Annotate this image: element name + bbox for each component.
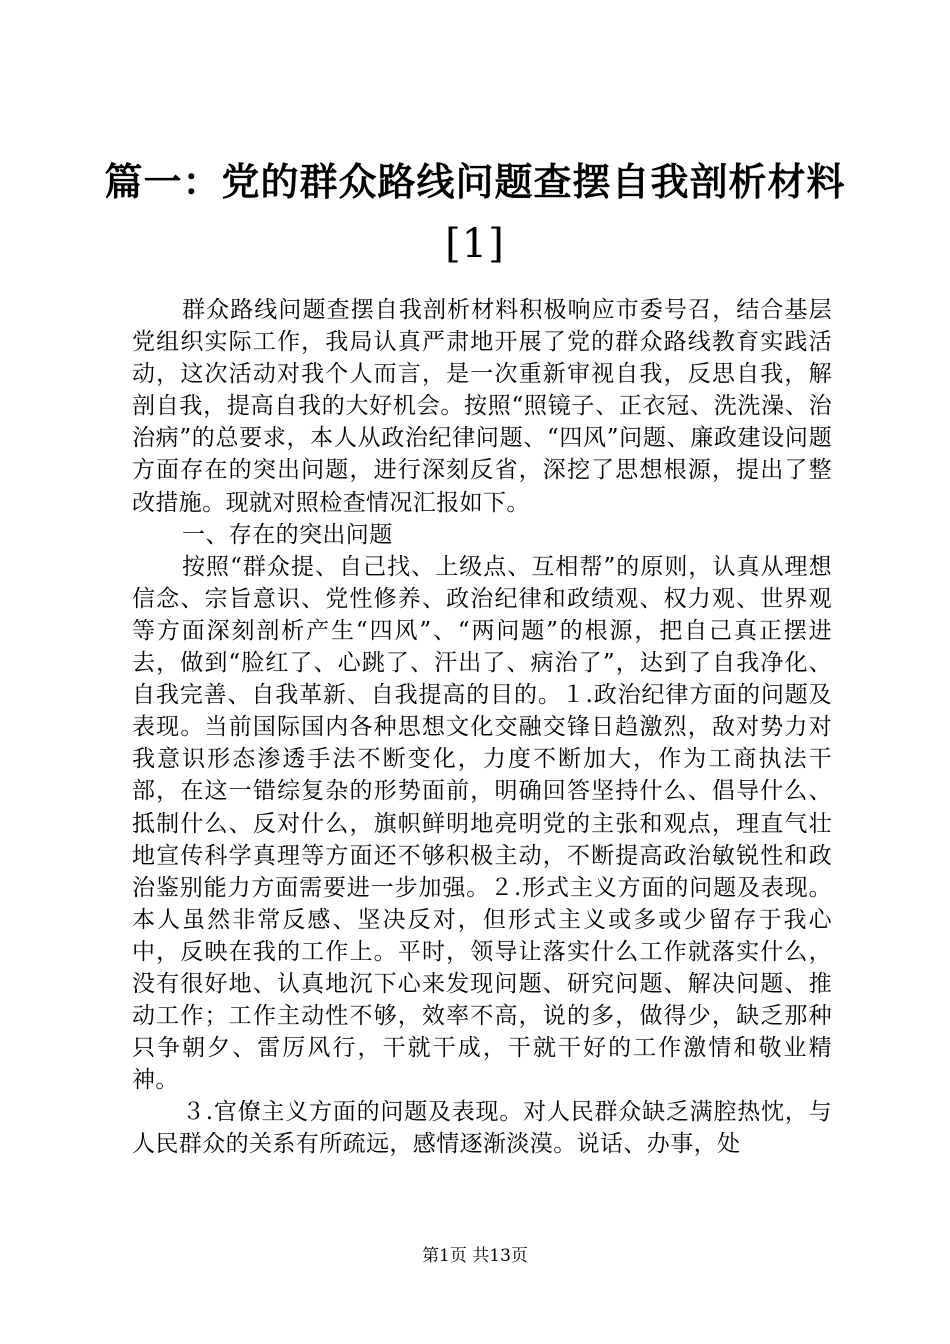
- section-heading: 一、存在的突出问题: [182, 521, 393, 548]
- document-body: [132, 294, 832, 1161]
- document-title-continued: [1]: [445, 221, 505, 267]
- paragraph-intro: 群众路线问题查摆自我剖析材料积极响应市委号召，结合基层党组织实际工作，我局认真严肃地开展了党的群众路线教育实践活动，这次活动对我个人而言，是一次重新审视自我，反思自我，解剖自我，提高自我的大好机会。按照“照镜子、正衣冠、洗洗澡、治治病”的总要求，本人从政治纪律问题、“四风”问题、廉政建设问题方面存在的突出问题，进行深刻反省，深挖了思想根源，提出了整改措施。现就对照检查情况汇报如下。: [132, 297, 832, 516]
- paragraph-problems: 按照“群众提、自己找、上级点、互相帮”的原则，认真从理想信念、宗旨意识、党性修养、政治纪律和政绩观、权力观、世界观等方面深刻剖析产生“四风”、“两问题”的根源，把自己真正摆进去，做到“脸红了、心跳了、汗出了、病治了”，达到了自我净化、自我完善、自我革新、自我提高的目的。１.政治纪律方面的问题及表现。当前国际国内各种思想文化交融交锋日趋激烈，敌对势力对我意识形态渗透手法不断变化，力度不断加大，作为工商执法干部，在这一错综复杂的形势面前，明确回答坚持什么、倡导什么、抵制什么、反对什么，旗帜鲜明地亮明党的主张和观点，理直气壮地宣传科学真理等方面还不够积极主动，不断提高政治敏锐性和政治鉴别能力方面需要进一步加强。２.形式主义方面的问题及表现。本人虽然非常反感、坚决反对，但形式主义或多或少留存于我心中，反映在我的工作上。平时，领导让落实什么工作就落实什么，没有很好地、认真地沉下心来发现问题、研究问题、解决问题、推动工作；工作主动性不够，效率不高，说的多，做得少，缺乏那种只争朝夕、雷厉风行，干就干成，干就干好的工作激情和敬业精神。: [132, 553, 832, 1094]
- document-title: 篇一：党的群众路线问题查摆自我剖析材料: [104, 159, 846, 204]
- page-number-footer: 第1页 共13页: [422, 1246, 528, 1266]
- paragraph-bureaucratism: ３.官僚主义方面的问题及表现。对人民群众缺乏满腔热忱，与人民群众的关系有所疏远，感情逐渐淡漠。说话、办事，处: [132, 1099, 832, 1158]
